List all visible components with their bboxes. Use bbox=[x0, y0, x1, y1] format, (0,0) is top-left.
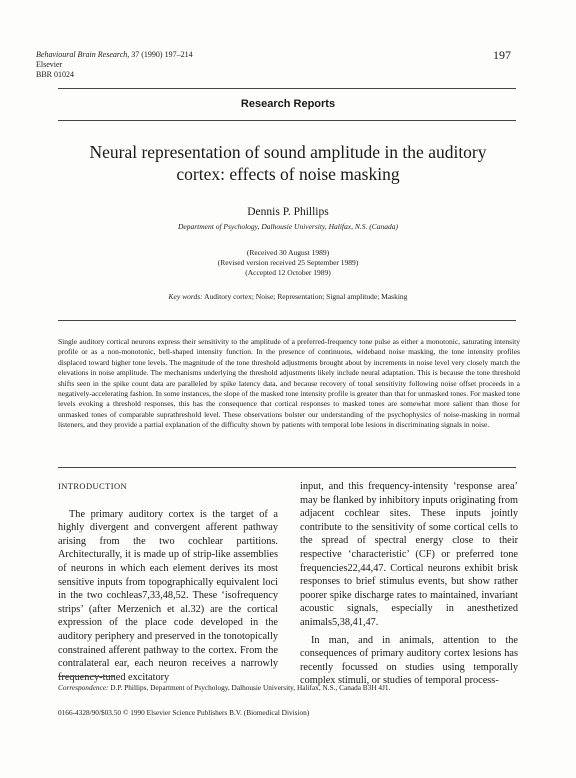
abstract: Single auditory cortical neurons express their sensitivity to the amplitude of a preferred-frequency tone pulse as either a monotonic, saturating intensity profile or as a non-monotonic, bell-shaped intensity function. In the presence of continuous, wideband noise masking, the tone intensity profiles displaced toward higher tone levels. The magnitude of the tone threshold adjustments brought about by increments in noise level very closely match the elevations in noise amplitude. The mechanisms underlying the threshold adjustments likely include neural adaptation. This is because the tone threshold shifts seen in the spike count data are paralleled by spike latency data, and because recovery of tonal sensitivity following noise offset proceeds in a negatively-accelerating fashion. In some instances, the slope of the masked tone intensity profile is greater than that for unmasked tones. For masked tone levels evoking a threshold responses, this has the consequence that cortical responses to masked tones are somewhat more salient than those for unmasked tones of comparable suprathreshold level. These observations bolster our understanding of the psychophysics of noise-masking in normal listeners, and they provide a partial explanation of the difficulty shown by patients with temporal lobe lesions in discriminating signals in noise. bbox=[58, 337, 520, 430]
affiliation: Department of Psychology, Dalhousie University, Halifax, N.S. (Canada) bbox=[178, 222, 398, 231]
publisher: Elsevier bbox=[36, 60, 63, 69]
intro-paragraph-right-2: In man, and in animals, attention to the consequences of primary auditory cortex lesions has recently focussed on studies using temporally complex stimuli, or studies of temporal process- bbox=[300, 634, 518, 687]
keywords-text: Auditory cortex; Noise; Representation; Signal amplitude; Masking bbox=[204, 292, 408, 301]
journal-citation bbox=[36, 50, 193, 60]
abstract-rule-bottom bbox=[58, 467, 516, 468]
footnote-rule bbox=[58, 676, 114, 677]
date-received: (Received 30 August 1989) bbox=[246, 248, 330, 257]
journal-header bbox=[36, 50, 193, 80]
left-column bbox=[58, 480, 278, 684]
date-revised: (Revised version received 25 September 1989) bbox=[217, 258, 359, 267]
abstract-rule-top bbox=[58, 320, 516, 321]
intro-paragraph-left: The primary auditory cortex is the target of a highly divergent and convergent afferent pathway arising from the two cochlear partitions. Architecturally, it is made up of strip-like assemblies of neurons in which each element derives its most sensitive inputs from topographically equivalent loci in the two cochleas7,33,48,52. These ‘isofrequency strips’ (after Merzenich et al.32) are the cortical expression of the place code developed in the auditory periphery and preserved in the tonotopically constrained afferent pathway to the cortex. From the contralateral ear, each neuron receives a narrowly frequency-tuned excitatory bbox=[58, 508, 278, 683]
journal-name: Behavioural Brain Research, bbox=[36, 50, 130, 59]
article-code: BBR 01024 bbox=[36, 70, 75, 79]
header-rule bbox=[58, 88, 516, 89]
dates-block bbox=[0, 248, 576, 278]
correspondence-text: D.P. Phillips, Department of Psychology, Dalhousie University, Halifax, N.S., Canada B3H 4J1. bbox=[110, 683, 391, 692]
section-rule bbox=[58, 120, 516, 121]
article-title: Neural representation of sound amplitude in the auditory cortex: effects of noise masking bbox=[89, 142, 487, 184]
intro-heading: INTRODUCTION bbox=[58, 481, 128, 491]
citation-volume: 37 (1990) 197–214 bbox=[131, 50, 193, 59]
copyright-footer: 0166-4328/90/$03.50 © 1990 Elsevier Science Publishers B.V. (Biomedical Division) bbox=[58, 708, 310, 717]
keywords-label: Key words: bbox=[168, 292, 203, 301]
page-number: 197 bbox=[493, 48, 511, 62]
correspondence-label: Correspondence: bbox=[58, 683, 109, 692]
keywords bbox=[0, 292, 576, 301]
date-accepted: (Accepted 12 October 1989) bbox=[245, 268, 331, 277]
right-column bbox=[300, 480, 518, 688]
correspondence bbox=[58, 683, 520, 692]
author: Dennis P. Phillips bbox=[247, 206, 329, 218]
section-title: Research Reports bbox=[240, 98, 336, 110]
intro-paragraph-right-1: input, and this frequency-intensity ‘response area’ may be flanked by inhibitory inputs originating from adjacent cochlear sites. These inputs jointly contribute to the sensitivity of some cortical cells to the spread of spectral energy close to their respective ‘characteristic’ (CF) or preferred tone frequencies22,44,47. Cortical neurons exhibit brisk responses to brief stimulus events, but show rather poorer spike discharge rates to maintained, invariant acoustic signals, especially in anesthetized animals5,38,41,47. bbox=[300, 481, 518, 628]
